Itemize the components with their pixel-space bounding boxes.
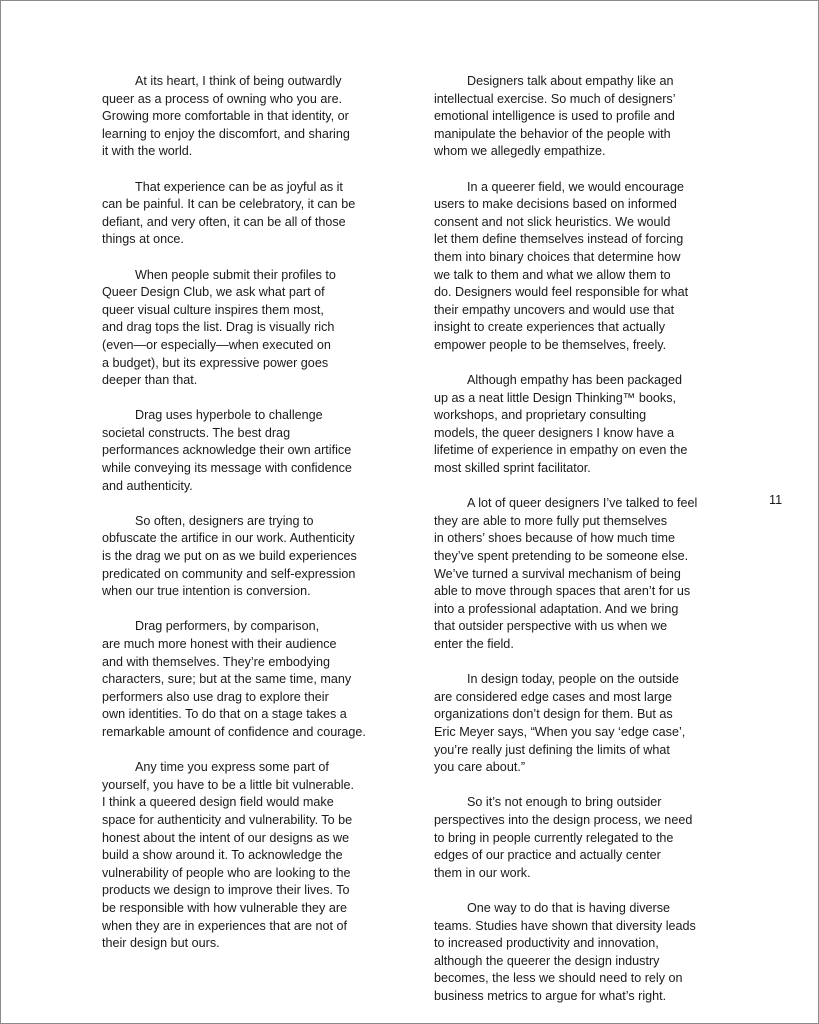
- text-line: teams. Studies have shown that diversity leads: [434, 918, 696, 933]
- text-line: So it’s not enough to bring outsider: [467, 795, 662, 810]
- text-line: when our true intention is conversion.: [102, 584, 311, 599]
- page-number: 11: [769, 493, 783, 507]
- right-column: [434, 73, 730, 1023]
- text-line: emotional intelligence is used to profile and: [434, 109, 675, 124]
- text-line: In design today, people on the outside: [467, 672, 679, 687]
- paragraph: [434, 372, 730, 478]
- text-line: Any time you express some part of: [135, 760, 329, 775]
- text-line: queer visual culture inspires them most,: [102, 302, 324, 317]
- text-line: into a professional adaptation. And we bring: [434, 601, 679, 616]
- text-line: we talk to them and what we allow them to: [434, 267, 671, 282]
- text-line: performers also use drag to explore their: [102, 689, 329, 704]
- text-line: That experience can be as joyful as it: [135, 179, 343, 194]
- text-line: empower people to be themselves, freely.: [434, 337, 667, 352]
- text-line: yourself, you have to be a little bit vulnerable.: [102, 777, 355, 792]
- text-line: deeper than that.: [102, 373, 198, 388]
- text-line: be responsible with how vulnerable they are: [102, 900, 348, 915]
- text-line: I think a queered design field would make: [102, 795, 334, 810]
- text-line: able to move through spaces that aren’t for us: [434, 584, 691, 599]
- text-line: up as a neat little Design Thinking™ books,: [434, 390, 676, 405]
- text-line: you care about.”: [434, 760, 526, 775]
- text-line: it with the world.: [102, 144, 193, 159]
- text-line: In a queerer field, we would encourage: [467, 179, 685, 194]
- text-line: a budget), but its expressive power goes: [102, 355, 329, 370]
- text-line: business metrics to argue for what’s right.: [434, 988, 667, 1003]
- text-line: in others’ shoes because of how much time: [434, 531, 676, 546]
- text-line: lifetime of experience in empathy on even the: [434, 443, 688, 458]
- text-line: they’ve spent pretending to be someone else.: [434, 549, 689, 564]
- text-line: most skilled sprint facilitator.: [434, 461, 591, 476]
- paragraph: [434, 794, 730, 882]
- text-line: that outsider perspective with us when we: [434, 619, 668, 634]
- text-line: enter the field.: [434, 637, 514, 651]
- text-line: obfuscate the artifice in our work. Authenticity: [102, 531, 355, 546]
- paragraph: [102, 73, 398, 161]
- paragraph: [102, 407, 398, 495]
- text-line: manipulate the behavior of the people with: [434, 126, 671, 141]
- text-line: users to make decisions based on informed: [434, 197, 677, 212]
- text-line: Growing more comfortable in that identity, or: [102, 109, 349, 124]
- text-line: products we design to improve their lives. To: [102, 883, 350, 898]
- text-line: perspectives into the design process, we need: [434, 812, 693, 827]
- text-line: insight to create experiences that actually: [434, 320, 666, 335]
- paragraph: [102, 179, 398, 249]
- text-line: their design but ours.: [102, 936, 220, 951]
- text-line: are considered edge cases and most large: [434, 689, 673, 704]
- text-line: consent and not slick heuristics. We would: [434, 214, 671, 229]
- text-line: One way to do that is having diverse: [467, 900, 671, 915]
- text-line: although the queerer the design industry: [434, 953, 660, 968]
- text-line: Drag performers, by comparison,: [135, 619, 320, 634]
- text-line: and authenticity.: [102, 478, 193, 493]
- text-line: becomes, the less we should need to rely on: [434, 971, 683, 986]
- text-line: A lot of queer designers I’ve talked to feel: [467, 496, 698, 511]
- left-column: [102, 73, 398, 970]
- text-line: societal constructs. The best drag: [102, 425, 291, 440]
- text-line: So often, designers are trying to: [135, 513, 314, 528]
- text-line: whom we allegedly empathize.: [434, 144, 606, 159]
- paragraph: [102, 618, 398, 741]
- paragraph: [102, 513, 398, 601]
- text-line: them into binary choices that determine how: [434, 249, 681, 264]
- paragraph: [434, 179, 730, 355]
- text-line: honest about the intent of our designs as we: [102, 830, 350, 845]
- text-line: Drag uses hyperbole to challenge: [135, 408, 323, 423]
- text-line: and with themselves. They’re embodying: [102, 654, 330, 669]
- text-line: intellectual exercise. So much of designers’: [434, 91, 676, 106]
- text-line: them in our work.: [434, 865, 531, 880]
- text-line: queer as a process of owning who you are.: [102, 91, 343, 106]
- text-line: We’ve turned a survival mechanism of being: [434, 566, 681, 581]
- text-line: their empathy uncovers and would use that: [434, 302, 675, 317]
- text-line: they are able to more fully put themselves: [434, 513, 668, 528]
- text-line: do. Designers would feel responsible for what: [434, 285, 689, 300]
- text-line: (even—or especially—when executed on: [102, 337, 331, 352]
- paragraph: [434, 73, 730, 161]
- text-line: is the drag we put on as we build experiences: [102, 549, 357, 564]
- text-line: you’re really just defining the limits of what: [434, 742, 670, 757]
- text-line: while conveying its message with confidence: [102, 461, 352, 476]
- text-line: learning to enjoy the discomfort, and sharing: [102, 126, 350, 141]
- text-line: remarkable amount of confidence and courage.: [102, 724, 366, 739]
- text-line: own identities. To do that on a stage takes a: [102, 707, 347, 722]
- text-line: defiant, and very often, it can be all of those: [102, 214, 346, 229]
- text-line: space for authenticity and vulnerability. To be: [102, 812, 353, 827]
- paragraph: [102, 759, 398, 953]
- text-line: predicated on community and self-expression: [102, 566, 356, 581]
- text-line: organizations don’t design for them. But as: [434, 707, 673, 722]
- text-line: workshops, and proprietary consulting: [434, 408, 647, 423]
- text-line: Eric Meyer says, “When you say ‘edge case’,: [434, 724, 686, 739]
- text-line: performances acknowledge their own artifice: [102, 443, 352, 458]
- text-line: to bring in people currently relegated to the: [434, 830, 674, 845]
- paragraph: [434, 900, 730, 1006]
- text-line: can be painful. It can be celebratory, it can be: [102, 197, 356, 212]
- text-line: Although empathy has been packaged: [467, 373, 682, 388]
- text-line: are much more honest with their audience: [102, 637, 337, 651]
- text-line: edges of our practice and actually center: [434, 848, 661, 863]
- text-line: vulnerability of people who are looking to the: [102, 865, 351, 880]
- paragraph: [434, 495, 730, 653]
- text-line: characters, sure; but at the same time, many: [102, 672, 352, 687]
- text-line: models, the queer designers I know have a: [434, 425, 675, 440]
- text-line: Designers talk about empathy like an: [467, 74, 674, 88]
- text-line: when they are in experiences that are not of: [102, 918, 348, 933]
- text-line: let them define themselves instead of forcing: [434, 232, 684, 247]
- text-line: things at once.: [102, 232, 184, 247]
- paragraph: [434, 671, 730, 777]
- text-line: build a show around it. To acknowledge the: [102, 848, 343, 863]
- text-line: to increased productivity and innovation,: [434, 936, 659, 951]
- paragraph: [102, 267, 398, 390]
- text-line: At its heart, I think of being outwardly: [135, 74, 342, 88]
- text-line: When people submit their profiles to: [135, 267, 336, 282]
- text-line: and drag tops the list. Drag is visually rich: [102, 320, 335, 335]
- text-line: Queer Design Club, we ask what part of: [102, 285, 325, 300]
